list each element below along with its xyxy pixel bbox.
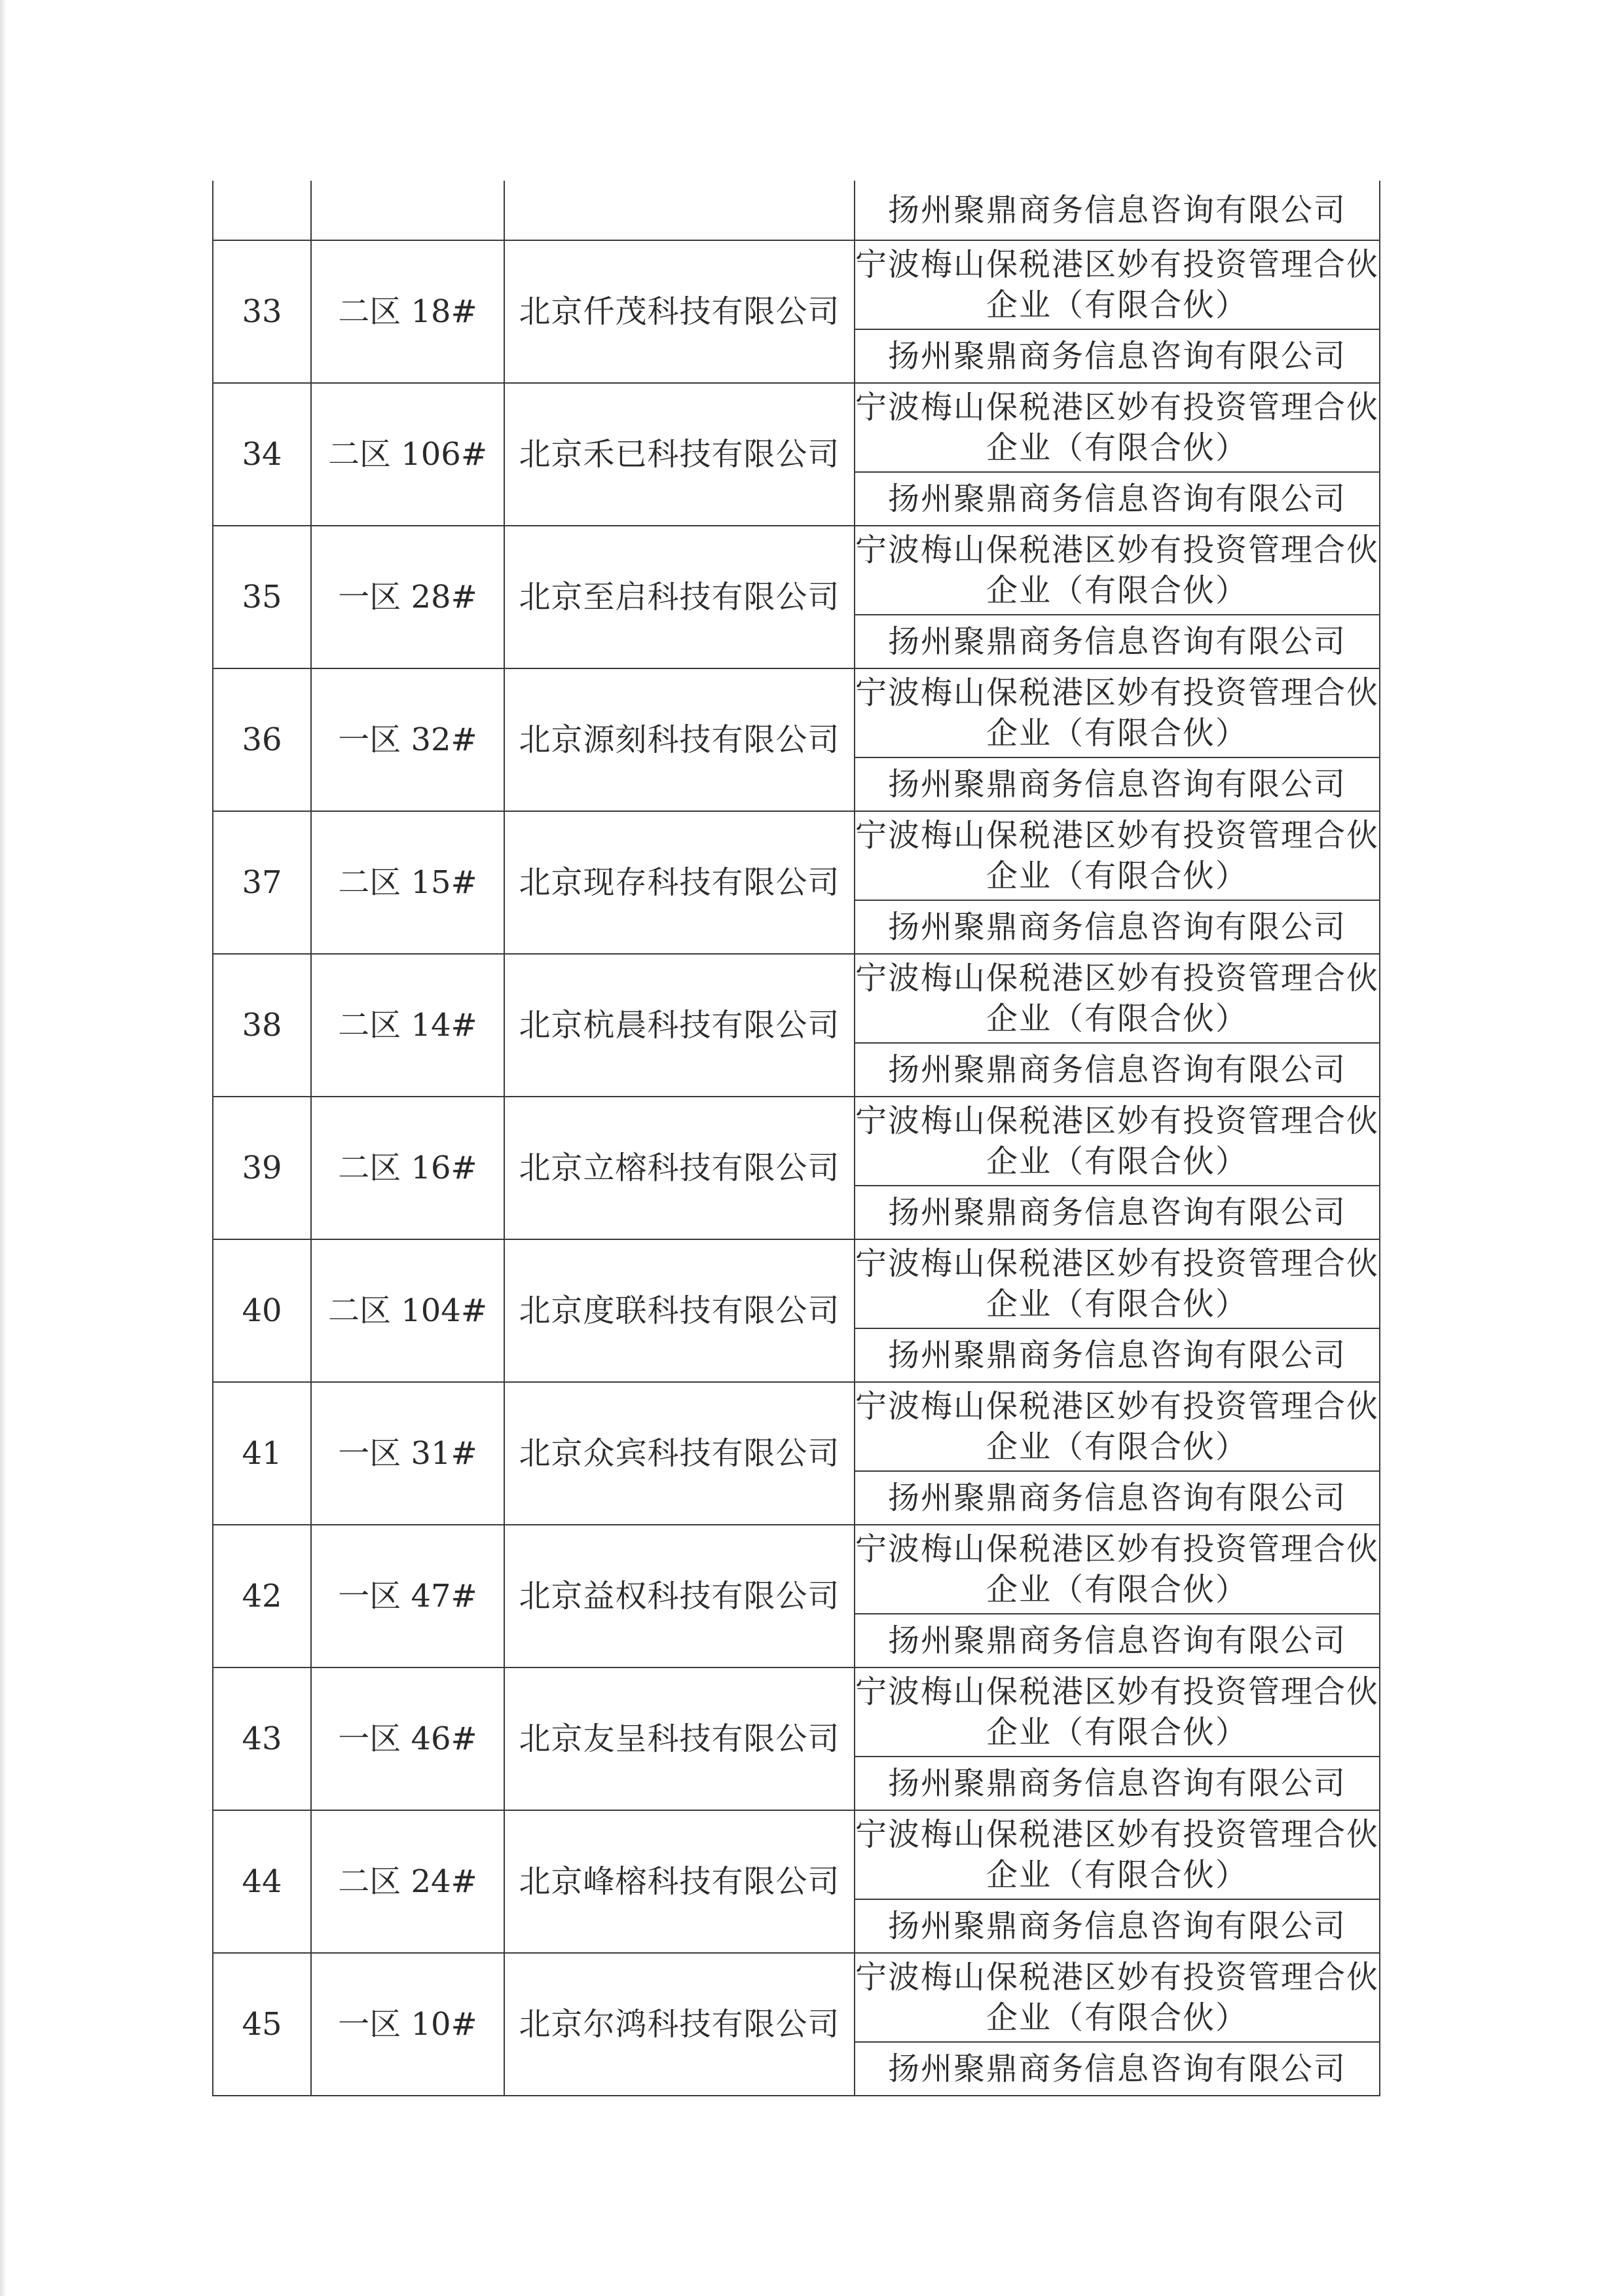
cell-serial-number: 45 [213,1953,311,2096]
cell-company-name: 北京禾已科技有限公司 [504,383,855,526]
cell-company-name: 北京至启科技有限公司 [504,526,855,668]
cell-shareholder: 宁波梅山保税港区妙有投资管理合伙企业（有限合伙） [855,1810,1380,1899]
cell-shareholder: 宁波梅山保税港区妙有投资管理合伙企业（有限合伙） [855,383,1380,472]
cell-company-empty [504,181,855,240]
cell-shareholder: 宁波梅山保税港区妙有投资管理合伙企业（有限合伙） [855,1525,1380,1614]
cell-company-name: 北京众宾科技有限公司 [504,1382,855,1525]
cell-company-name: 北京立榕科技有限公司 [504,1097,855,1239]
cell-shareholder: 宁波梅山保税港区妙有投资管理合伙企业（有限合伙） [855,1382,1380,1471]
cell-shareholder: 宁波梅山保税港区妙有投资管理合伙企业（有限合伙） [855,240,1380,329]
cell-shareholder: 扬州聚鼎商务信息咨询有限公司 [855,1328,1380,1382]
cell-shareholder: 扬州聚鼎商务信息咨询有限公司 [855,1043,1380,1097]
cell-zone: 一区 28# [311,526,504,668]
cell-shareholder: 扬州聚鼎商务信息咨询有限公司 [855,1471,1380,1525]
cell-serial-number: 42 [213,1525,311,1667]
cell-company-name: 北京度联科技有限公司 [504,1239,855,1382]
cell-serial-number: 40 [213,1239,311,1382]
cell-shareholder: 扬州聚鼎商务信息咨询有限公司 [855,472,1380,526]
cell-zone: 一区 32# [311,668,504,811]
cell-serial-number: 36 [213,668,311,811]
cell-serial-number: 34 [213,383,311,526]
cell-zone: 二区 14# [311,954,504,1097]
cell-zone-empty [311,181,504,240]
cell-shareholder: 扬州聚鼎商务信息咨询有限公司 [855,1614,1380,1667]
cell-zone: 一区 10# [311,1953,504,2096]
cell-company-name: 北京友呈科技有限公司 [504,1667,855,1810]
table-body [213,181,1380,2096]
table-row [213,1953,1380,2042]
cell-serial-number: 41 [213,1382,311,1525]
cell-company-name: 北京杭晨科技有限公司 [504,954,855,1097]
cell-shareholder: 宁波梅山保税港区妙有投资管理合伙企业（有限合伙） [855,954,1380,1043]
cell-company-name: 北京仟茂科技有限公司 [504,240,855,383]
cell-no-empty [213,181,311,240]
cell-zone: 一区 47# [311,1525,504,1667]
cell-shareholder: 宁波梅山保税港区妙有投资管理合伙企业（有限合伙） [855,526,1380,615]
table-row [213,1667,1380,1757]
table-row [213,1525,1380,1614]
cell-zone: 二区 24# [311,1810,504,1953]
table-row [213,811,1380,900]
cell-serial-number: 37 [213,811,311,954]
cell-shareholder: 宁波梅山保税港区妙有投资管理合伙企业（有限合伙） [855,1097,1380,1186]
cell-zone: 一区 46# [311,1667,504,1810]
table-row [213,526,1380,615]
cell-serial-number: 35 [213,526,311,668]
table-row [213,1097,1380,1186]
cell-zone: 二区 18# [311,240,504,383]
cell-company-name: 北京益权科技有限公司 [504,1525,855,1667]
table-row [213,954,1380,1043]
scan-edge-shadow [0,0,7,2296]
cell-shareholder: 扬州聚鼎商务信息咨询有限公司 [855,900,1380,954]
cell-shareholder: 宁波梅山保税港区妙有投资管理合伙企业（有限合伙） [855,668,1380,757]
cell-shareholder: 宁波梅山保税港区妙有投资管理合伙企业（有限合伙） [855,1667,1380,1757]
table-row [213,1239,1380,1328]
cell-shareholder: 扬州聚鼎商务信息咨询有限公司 [855,615,1380,668]
cell-serial-number: 44 [213,1810,311,1953]
table-row-continuation [213,181,1380,240]
cell-company-name: 北京现存科技有限公司 [504,811,855,954]
cell-zone: 二区 104# [311,1239,504,1382]
cell-serial-number: 39 [213,1097,311,1239]
cell-shareholder: 宁波梅山保税港区妙有投资管理合伙企业（有限合伙） [855,1953,1380,2042]
table-row [213,240,1380,329]
cell-shareholder: 宁波梅山保税港区妙有投资管理合伙企业（有限合伙） [855,1239,1380,1328]
cell-shareholder: 扬州聚鼎商务信息咨询有限公司 [855,1757,1380,1810]
table-row [213,383,1380,472]
company-shareholder-table [212,181,1380,2096]
table-row [213,1382,1380,1471]
table-row [213,1810,1380,1899]
cell-serial-number: 33 [213,240,311,383]
cell-shareholder: 扬州聚鼎商务信息咨询有限公司 [855,2042,1380,2096]
cell-shareholder: 扬州聚鼎商务信息咨询有限公司 [855,757,1380,811]
cell-shareholder: 扬州聚鼎商务信息咨询有限公司 [855,181,1380,240]
cell-company-name: 北京尔鸿科技有限公司 [504,1953,855,2096]
cell-shareholder: 扬州聚鼎商务信息咨询有限公司 [855,1186,1380,1239]
cell-shareholder: 宁波梅山保税港区妙有投资管理合伙企业（有限合伙） [855,811,1380,900]
table-row [213,668,1380,757]
cell-zone: 二区 16# [311,1097,504,1239]
cell-company-name: 北京峰榕科技有限公司 [504,1810,855,1953]
cell-zone: 二区 15# [311,811,504,954]
cell-company-name: 北京源刻科技有限公司 [504,668,855,811]
cell-shareholder: 扬州聚鼎商务信息咨询有限公司 [855,329,1380,383]
cell-shareholder: 扬州聚鼎商务信息咨询有限公司 [855,1899,1380,1953]
cell-serial-number: 38 [213,954,311,1097]
cell-serial-number: 43 [213,1667,311,1810]
cell-zone: 二区 106# [311,383,504,526]
cell-zone: 一区 31# [311,1382,504,1525]
